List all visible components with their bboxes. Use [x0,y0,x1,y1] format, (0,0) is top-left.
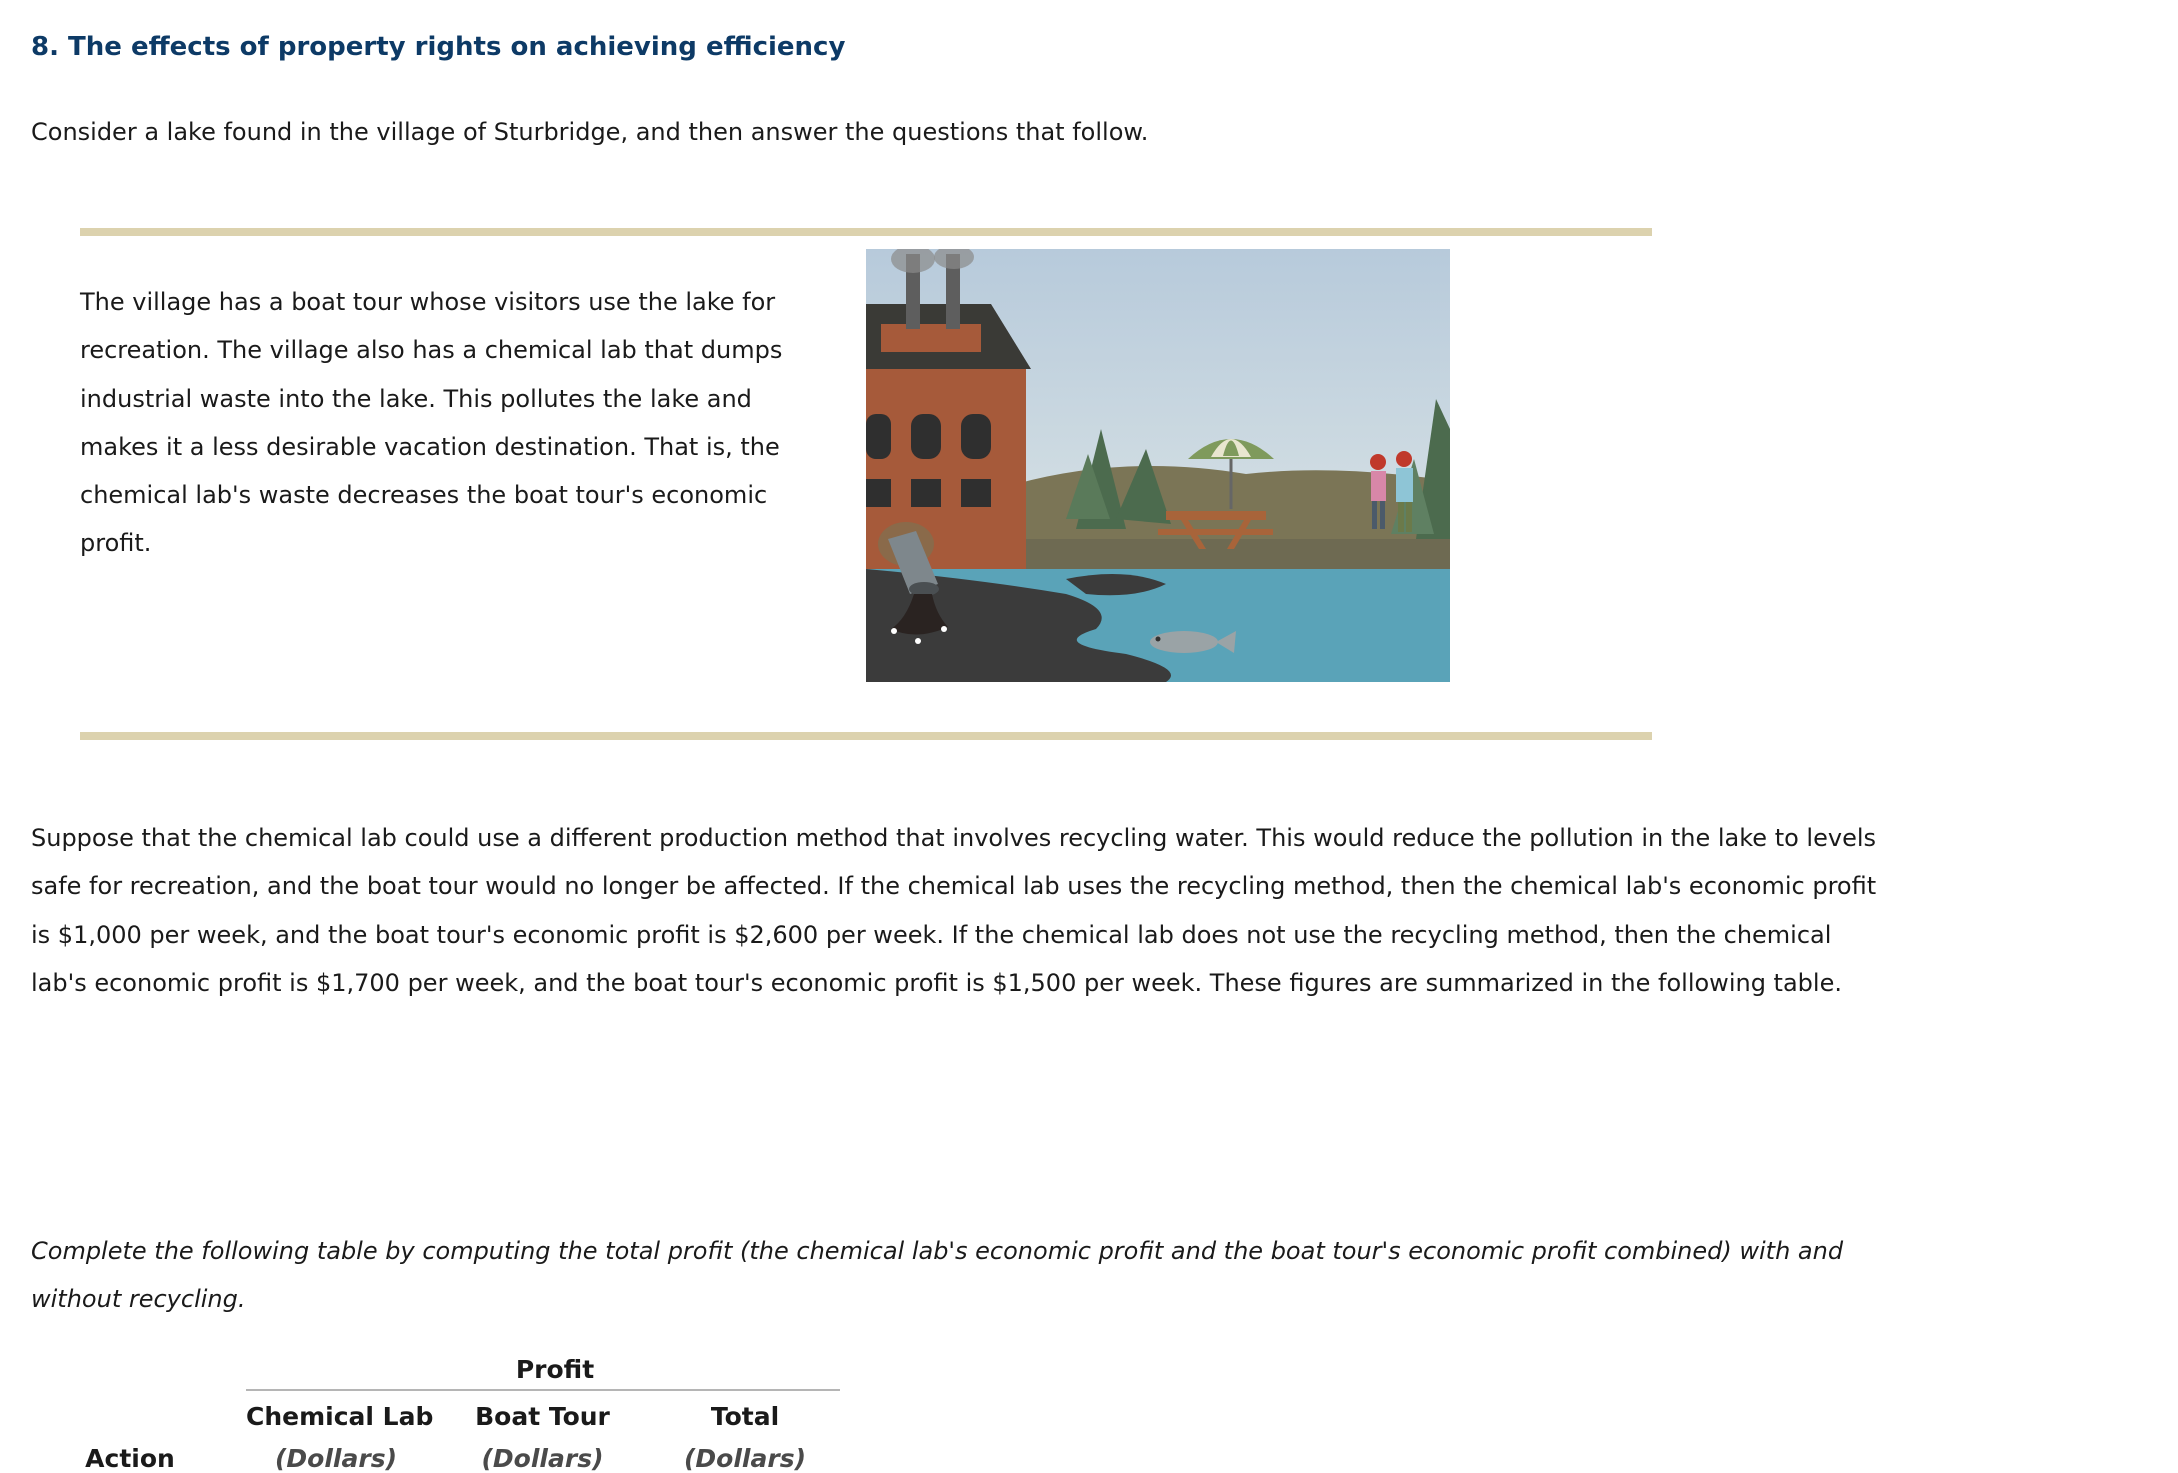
question-title: 8. The effects of property rights on achieving efficiency [31,32,846,62]
table-instructions: Complete the following table by computing the total profit (the chemical lab's economic profit and the boat tour's economic profit combined) with and without recycling. [31,1237,1844,1314]
question-intro: Consider a lake found in the village of Sturbridge, and then answer the questions that follow. [31,118,1149,146]
boat-tour-unit: (Dollars) [481,1444,604,1473]
scenario-bottom-divider [80,732,1652,740]
scenario-top-divider [80,228,1652,236]
total-column-header: Total [710,1402,780,1431]
scenario-text: The village has a boat tour whose visitors use the lake for recreation. The village also has a chemical lab that dumps industrial waste into the lake. This pollutes the lake and makes it a less desirable vacation destination. That is, the chemical lab's waste decreases the boat tour's economic profit. [80,288,783,558]
lake-illustration [866,249,1450,682]
profit-header-rule [246,1389,840,1391]
chemical-lab-column-header: Chemical Lab [246,1402,434,1431]
profit-group-header: Profit [515,1355,595,1384]
boat-tour-column-header: Boat Tour [475,1402,610,1431]
chemical-lab-unit: (Dollars) [275,1444,397,1473]
action-column-header: Action [85,1444,175,1473]
total-unit: (Dollars) [684,1444,806,1473]
recycling-scenario-text: Suppose that the chemical lab could use a different production method that involves recycling water. This would reduce the pollution in the lake to levels safe for recreation, and the boat tour would no longer be affected. If the chemical lab uses the recycling method, then the chemical lab's economic profit is $1,000 per week, and the boat tour's economic profit is $2,600 per week. If the chemical lab does not use the recycling method, then the chemical lab's economic profit is $1,700 per week, and the boat tour's economic profit is $1,500 per week. These figures are summarized in the following table. [31,824,1877,997]
